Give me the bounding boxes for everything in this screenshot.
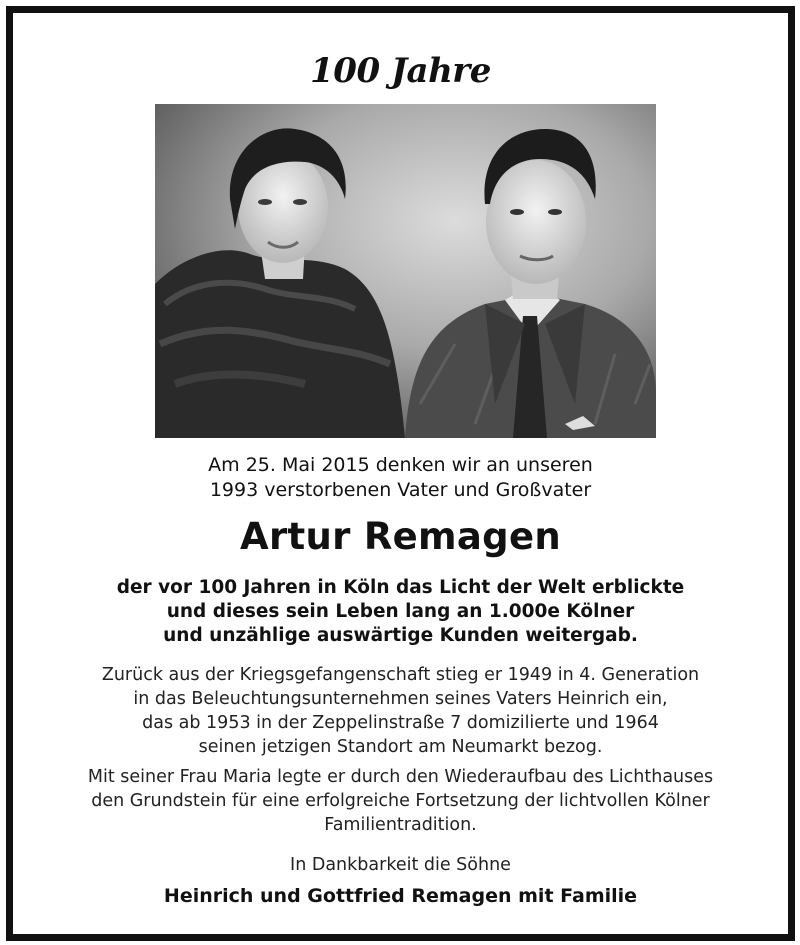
tribute-line: der vor 100 Jahren in Köln das Licht der Welt erblickte: [116, 577, 685, 598]
paragraph-line: Mit seiner Frau Maria legte er durch den Wiederaufbau des Lichthauses: [87, 767, 714, 787]
intro-text: [13, 453, 788, 503]
obituary-frame: [6, 6, 795, 941]
paragraph-line: den Grundstein für eine erfolgreiche Fortsetzung der lichtvollen Kölner: [91, 791, 710, 811]
tribute-bold-text: [13, 576, 788, 648]
biography-paragraph-1: [13, 663, 788, 759]
paragraph-line: seinen jetzigen Standort am Neumarkt bezog.: [198, 737, 603, 757]
headline: 100 Jahre: [310, 51, 491, 91]
tribute-line: und unzählige auswärtige Kunden weitergab.: [163, 625, 638, 646]
paragraph-line: Familientradition.: [324, 815, 477, 835]
tribute-line: und dieses sein Leben lang an 1.000e Kölner: [166, 601, 635, 622]
signature: Heinrich und Gottfried Remagen mit Familie: [163, 885, 638, 907]
thanks-line: In Dankbarkeit die Söhne: [290, 855, 511, 875]
intro-line: Am 25. Mai 2015 denken wir an unseren: [208, 454, 593, 476]
biography-paragraph-2: [13, 765, 788, 837]
paragraph-line: das ab 1953 in der Zeppelinstraße 7 domizilierte und 1964: [142, 713, 659, 733]
couple-photo: [155, 104, 656, 438]
intro-line: 1993 verstorbenen Vater und Großvater: [209, 479, 592, 501]
deceased-name: Artur Remagen: [240, 515, 561, 558]
paragraph-line: in das Beleuchtungsunternehmen seines Vaters Heinrich ein,: [133, 689, 668, 709]
paragraph-line: Zurück aus der Kriegsgefangenschaft stieg er 1949 in 4. Generation: [101, 665, 700, 685]
